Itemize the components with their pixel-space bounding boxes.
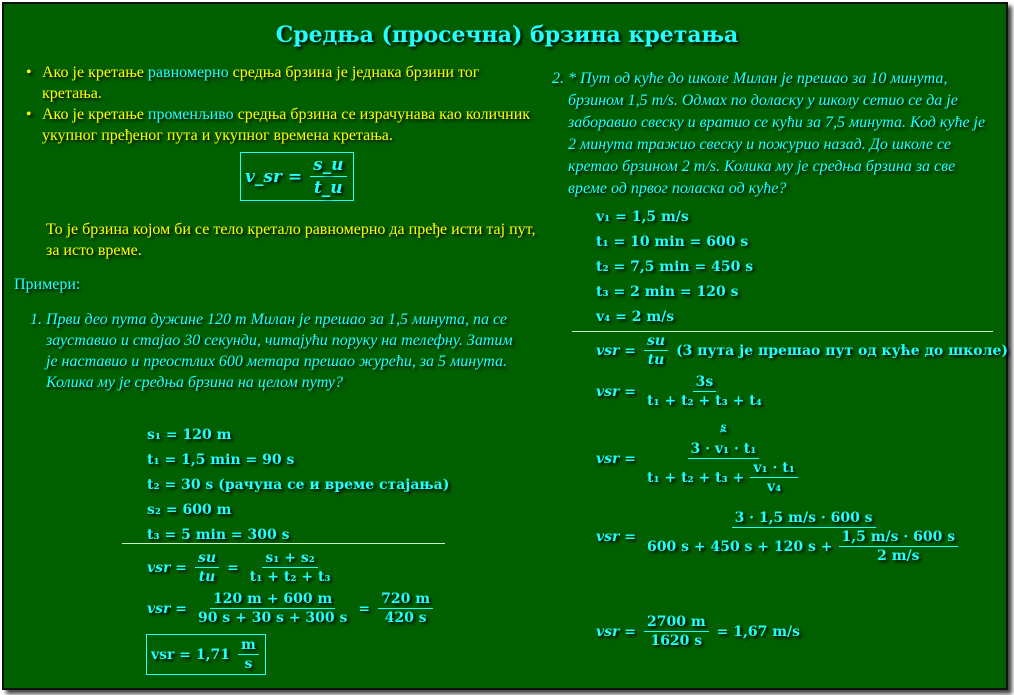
solution-2-givens: [596, 204, 753, 329]
lhs: vsr =: [596, 450, 636, 467]
fraction: [839, 529, 959, 564]
note: (3 пута је прешао пут од куће до школе): [676, 342, 1009, 359]
unit: [238, 637, 259, 672]
fraction: [750, 460, 798, 495]
numerator: 720 m: [378, 591, 433, 609]
fraction: [644, 614, 709, 649]
solution-2-row-1: [596, 333, 1008, 368]
fraction: [195, 591, 350, 626]
fraction: [310, 155, 346, 198]
result: = 1,67 m/s: [716, 623, 801, 640]
explanation: То је брзина којом би се тело кретало равномерно да пређе исти тај пут, за исто време.: [46, 221, 536, 259]
given: t₁ = 10 min = 600 s: [596, 233, 749, 250]
average-speed-formula: [240, 152, 354, 201]
highlight: равномерно: [147, 64, 229, 81]
fraction: [644, 374, 765, 409]
denominator: t₁ + t₂ + t₃ + t₄: [647, 393, 762, 409]
numerator: 3 · v₁ · t₁: [690, 441, 757, 457]
numerator: s₁ + s₂: [262, 550, 318, 568]
denominator: t₁ + t₂ + t₃: [249, 569, 331, 585]
examples-label: Примери:: [14, 276, 81, 293]
problem-text: * Пут од куће до школе Милан је прешао за 10 минута, брзином 1,5 m/s. Одмах по доласку у школу сетио се да је заборавио свеску и вратио се кући за 7,5 минута. Код куће је 2 минута тражио свеску и пожурио назад. До школе се кретао брзином 2 m/s. Колика му је средња брзина за све време од првог поласка од куће?: [568, 70, 986, 197]
given: v₄ = 2 m/s: [596, 308, 675, 325]
problem-number: 1.: [30, 311, 42, 328]
numerator: su: [195, 550, 219, 568]
text: Ако је кретање: [42, 106, 148, 123]
problem-1: [30, 309, 525, 393]
lhs: vsr =: [147, 559, 187, 576]
numerator: 3 · 1,5 m/s · 600 s: [732, 510, 876, 528]
fraction: [378, 591, 433, 626]
denominator: s: [244, 656, 253, 672]
denominator: v₄: [766, 479, 782, 495]
denominator: t₁ + t₂ + t₃ +: [647, 469, 745, 486]
fraction: [644, 422, 803, 495]
denominator: 420 s: [384, 610, 427, 626]
text: средња брзина је једнака брзини тог кретања.: [42, 64, 480, 102]
lhs: vsr =: [147, 600, 187, 617]
bullet-item: [22, 104, 532, 146]
solution-2-result: [596, 614, 800, 649]
given: t₃ = 5 min = 300 s: [147, 526, 290, 543]
overbrace: ⏞: [720, 431, 727, 442]
problem-2: [552, 68, 997, 200]
problem-text: Први део пута дужине 120 m Милан је прешао за 1,5 минута, па се зауставио и стајао 30 секунди, читајући поруку на телефну. Затим је наставио и преостлих 600 метара прешао журећи, за 5 минута. Колика му је средња брзина на целом путу?: [46, 311, 513, 391]
numerator: v₁ · t₁: [750, 460, 798, 478]
text: Ако је кретање: [42, 64, 148, 81]
lhs: vsr =: [596, 529, 636, 545]
problem-number: 2.: [552, 70, 564, 87]
numerator: 3s: [693, 374, 717, 392]
solution-1-formula: vsr = $\frac{su}{tu}$ = $\frac{\text{s₁ + s₂}}{\text{t₁ + t₂ + t₃}}$: [147, 550, 336, 585]
lhs: vsr =: [596, 623, 636, 640]
given: t₁ = 1,5 min = 90 s: [147, 451, 295, 468]
lhs: vsr =: [596, 342, 636, 359]
denominator: 2 m/s: [877, 548, 920, 564]
given: t₂ = 30 s (рачуна се и време стајања): [147, 476, 450, 493]
result: vsr = 1,71: [151, 646, 230, 663]
given: t₂ = 7,5 min = 450 s: [596, 258, 754, 275]
given: s₂ = 600 m: [147, 501, 232, 518]
given: v₁ = 1,5 m/s: [596, 208, 689, 225]
bullet-list: [22, 62, 532, 146]
denominator: t_u: [313, 178, 343, 198]
numerator: s_u: [310, 155, 346, 177]
fraction: [644, 333, 668, 368]
solution-1-result: [146, 634, 266, 675]
solution-1-calc: vsr = $\frac{120 m + 600 m}{90 s + 30 s + 300 s}$ = $\frac{720 m}{420 s}$: [147, 591, 435, 626]
formula-lhs: v_sr =: [245, 166, 303, 187]
solution-2-row-3: [596, 422, 805, 495]
given: t₃ = 2 min = 120 s: [596, 283, 739, 300]
fraction: [195, 550, 219, 585]
solution-2-row-2: [596, 374, 767, 409]
numerator: 1,5 m/s · 600 s: [839, 529, 959, 547]
page-title: Средња (просечна) брзина кретања: [275, 22, 739, 48]
solution-2-row-4: [596, 510, 965, 564]
numerator: su: [644, 333, 668, 351]
denominator: 600 s + 450 s + 120 s +: [647, 538, 833, 555]
lhs: vsr =: [596, 383, 636, 400]
divider: [572, 331, 993, 332]
denominator: tu: [198, 569, 216, 585]
fraction: [644, 510, 963, 564]
bullet-item: [22, 62, 532, 104]
denominator: 1620 s: [650, 633, 703, 649]
numerator: 2700 m: [644, 614, 709, 632]
denominator: tu: [647, 352, 665, 368]
solution-1-givens: [147, 422, 449, 547]
numerator: 120 m + 600 m: [210, 591, 335, 609]
fraction: [247, 550, 334, 585]
numerator: m: [238, 637, 259, 655]
highlight: променљиво: [147, 106, 234, 123]
divider: [122, 543, 445, 544]
brace-label: s: [720, 422, 727, 433]
denominator: 90 s + 30 s + 300 s: [198, 610, 348, 626]
given: s₁ = 120 m: [147, 426, 232, 443]
text: средња брзина се израчунава као количник укупног пређеног пута и укупног времена кретања.: [42, 106, 531, 144]
